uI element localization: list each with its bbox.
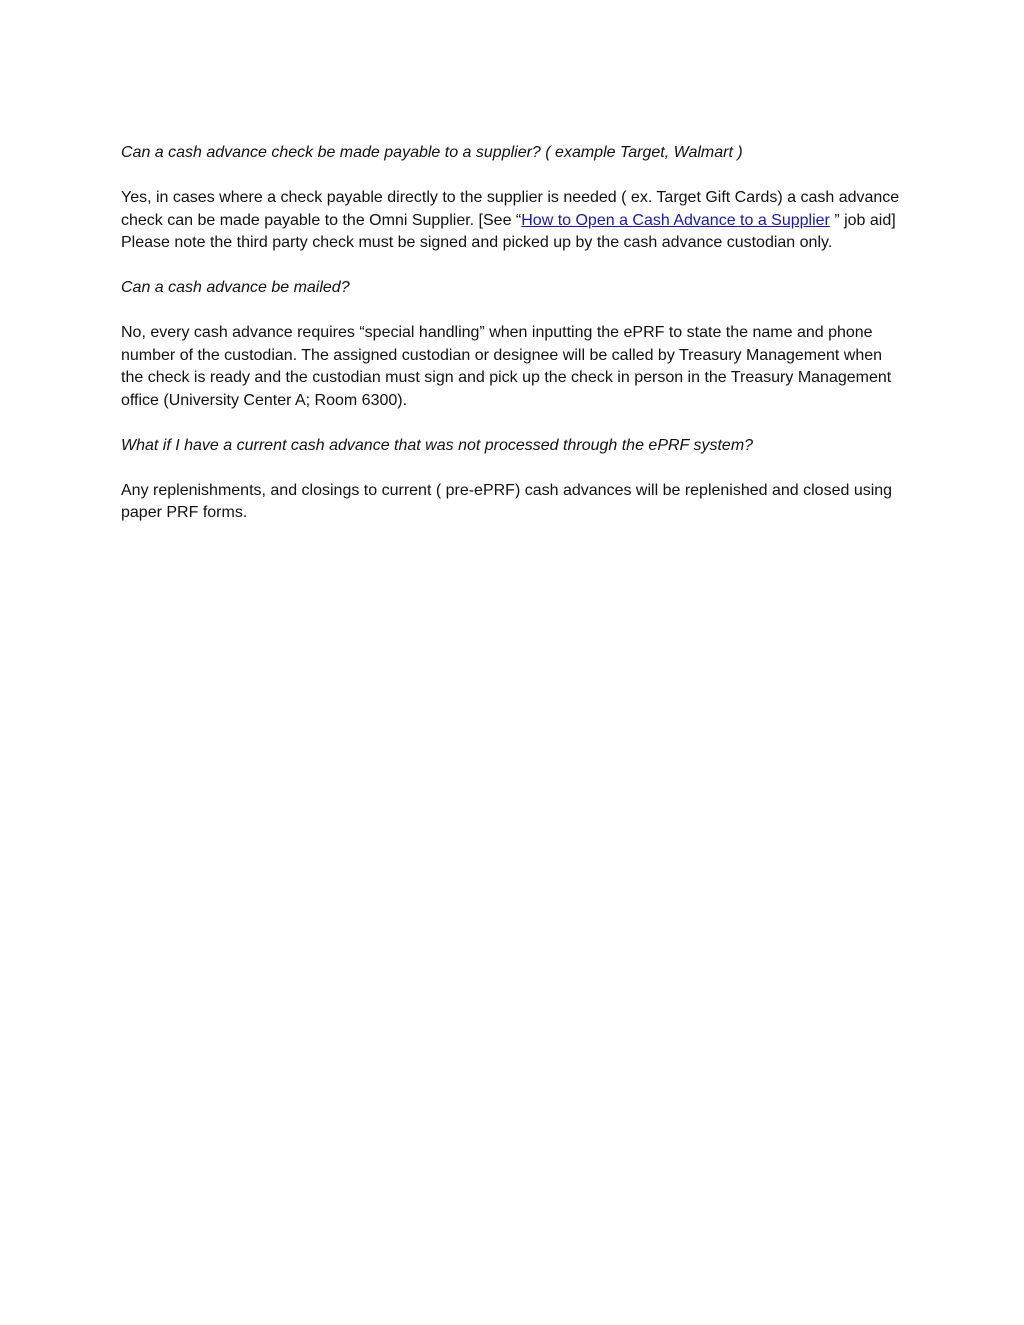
paragraph-spacer [121,457,901,480]
faq-question-mailed: Can a cash advance be mailed? [121,279,350,296]
job-aid-link[interactable]: How to Open a Cash Advance to a Supplier [521,211,830,229]
paragraph-spacer [121,165,901,188]
paragraph-spacer [121,412,901,435]
answer-text-before-link: Yes, in cases where a check payable directly to the supplier is needed ( ex. Target Gift Cards) a cash advance check can be made payable to the Omni Supplier. [See “ [121,189,900,229]
faq-question-supplier-check: Can a cash advance check be made payable to a supplier? ( example Target, Walmart ) [121,144,743,161]
paragraph-spacer [121,300,901,323]
faq-answer-non-eprf: Any replenishments, and closings to current ( pre-ePRF) cash advances will be replenished and closed using paper PRF forms. [121,481,893,521]
faq-question-non-eprf: What if I have a current cash advance that was not processed through the ePRF system? [121,436,754,454]
faq-answer-mailed: No, every cash advance requires “special handling” when inputting the ePRF to state the name and phone number of the custodian. The assigned custodian or designee will be called by Treasury Management when the check is ready and the custodian must sign and pick up the check in person in the Treasury Management office (University Center A; Room 6300). [121,324,892,409]
answer-text-after-link: ” job aid] Please note the third party check must be signed and picked up by the cash advance custodian only. [121,211,896,251]
faq-content [121,142,901,525]
faq-answer-supplier-check [121,187,901,255]
paragraph-spacer [121,255,901,278]
